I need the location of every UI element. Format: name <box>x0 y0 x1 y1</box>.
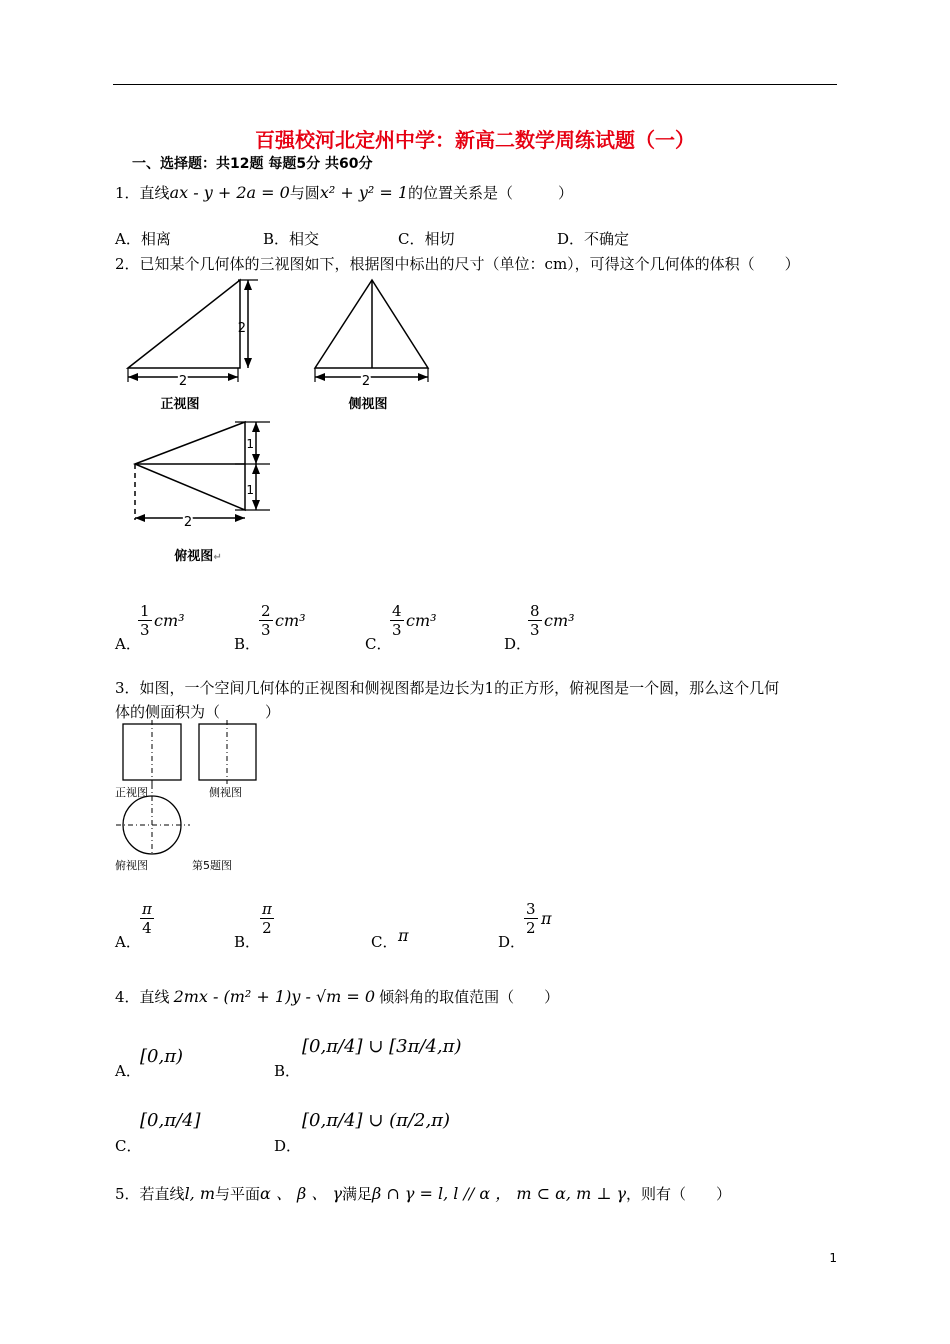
q1-option-b: B．相交 <box>263 230 320 248</box>
front-height-arrow-bottom <box>244 358 252 368</box>
q2-option-a-letter: A． <box>115 635 141 653</box>
q2-option-b-unit: cm³ <box>275 611 306 630</box>
q5-planes: α 、 β 、 γ <box>260 1184 343 1203</box>
q3-option-d-letter: D． <box>498 933 526 951</box>
q2-three-view-figure <box>110 272 450 572</box>
q4-option-a-letter: A． <box>115 1062 141 1080</box>
q4-number: 4． <box>115 988 140 1006</box>
q1-number: 1． <box>115 184 140 202</box>
q3-option-a-fraction: $\frac{\pi}{4}$ <box>142 900 152 937</box>
q2-option-c-unit: cm³ <box>406 611 437 630</box>
q2-option-c-letter: C． <box>365 635 392 653</box>
q3-figure-caption: 第5题图 <box>192 859 232 872</box>
q4-option-d-letter: D． <box>274 1137 302 1155</box>
q3-option-c-value: π <box>398 926 409 945</box>
question-2: 2．已知某个几何体的三视图如下，根据图中标出的尺寸（单位：cm），可得这个几何体的体积（ ） <box>115 255 800 273</box>
q3-option-d-fraction: $\frac{3}{2}$ <box>526 900 536 937</box>
q4-pre: 直线 <box>139 988 170 1006</box>
q3-top-label: 俯视图 <box>115 859 148 872</box>
q1-circle-equation: x² + y² = 1 <box>319 183 409 202</box>
q5-pre: 若直线 <box>139 1185 185 1203</box>
q4-option-b-letter: B． <box>274 1062 301 1080</box>
q2-option-d-letter: D． <box>504 635 532 653</box>
q1-line-equation: ax - y + 2a = 0 <box>169 183 290 202</box>
top-dim-lower-label: 1 <box>246 483 254 497</box>
front-height-arrow-top <box>244 280 252 290</box>
q4-option-a-expr: [0,π) <box>140 1046 184 1067</box>
q3-three-view-figure <box>110 718 270 878</box>
question-4 <box>115 986 559 1007</box>
question-1 <box>115 182 573 203</box>
q5-post: ，则有（ ） <box>626 1185 732 1203</box>
q2-option-a-fraction: $\frac{1}{3}$ <box>140 602 150 639</box>
q2-option-d-fraction: $\frac{8}{3}$ <box>530 602 540 639</box>
front-view-triangle <box>128 280 240 368</box>
q4-option-c-letter: C． <box>115 1137 142 1155</box>
q2-option-b-fraction: $\frac{2}{3}$ <box>261 602 271 639</box>
q2-option-a-unit: cm³ <box>154 611 185 630</box>
q2-option-d-unit: cm³ <box>544 611 575 630</box>
q4-equation: 2mx - (m² + 1)y - √m = 0 <box>173 987 376 1006</box>
q1-mid: 与圆 <box>289 184 320 202</box>
q5-condition: β ∩ γ = l, l // α ， m ⊂ α, m ⊥ γ <box>372 1184 627 1203</box>
question-3-line1: 3．如图，一个空间几何体的正视图和侧视图都是边长为1的正方形，俯视图是一个圆，那么这个几何 <box>115 679 780 697</box>
top-view-triangle <box>135 422 245 510</box>
q3-option-b-letter: B． <box>234 933 261 951</box>
top-view-label: 俯视图↵ <box>174 549 222 564</box>
q1-option-d: D．不确定 <box>557 230 630 248</box>
top-dim-upper-label: 1 <box>246 437 254 451</box>
q3-front-label: 正视图 <box>115 786 148 799</box>
q5-lines: l, m <box>184 1184 216 1203</box>
q5-mid2: 满足 <box>342 1185 373 1203</box>
side-view-label: 侧视图 <box>348 397 388 412</box>
header-rule <box>113 84 837 85</box>
q5-mid1: 与平面 <box>215 1185 261 1203</box>
q3-option-a-letter: A． <box>115 933 141 951</box>
q5-number: 5． <box>115 1185 140 1203</box>
front-height-label: 2 <box>237 321 246 336</box>
front-view-label: 正视图 <box>160 397 200 412</box>
q4-option-c-expr: [0,π/4] <box>140 1110 201 1131</box>
q3-option-c-letter: C． <box>371 933 398 951</box>
page-number: 1 <box>829 1251 837 1265</box>
q2-option-c-fraction: $\frac{4}{3}$ <box>392 602 402 639</box>
q3-option-d-suffix: π <box>541 909 552 928</box>
section-heading: 一、选择题：共12题 每题5分 共60分 <box>132 156 373 172</box>
q1-post: 的位置关系是（ ） <box>408 184 574 202</box>
question-3-line2: 体的侧面积为（ ） <box>115 703 281 721</box>
q4-option-d-expr: [0,π/4] ∪ (π/2,π) <box>302 1110 451 1131</box>
top-width-label: 2 <box>183 515 193 530</box>
q1-option-c: C．相切 <box>398 230 455 248</box>
question-5 <box>115 1181 731 1204</box>
q1-option-a: A．相离 <box>115 230 171 248</box>
front-width-label: 2 <box>178 374 188 389</box>
q2-option-b-letter: B． <box>234 635 261 653</box>
page-title: 百强校河北定州中学：新高二数学周练试题（一） <box>255 128 695 152</box>
q3-option-b-fraction: $\frac{\pi}{2}$ <box>262 900 272 937</box>
q1-pre: 直线 <box>139 184 170 202</box>
q4-option-b-expr: [0,π/4] ∪ [3π/4,π) <box>302 1036 462 1057</box>
side-width-label: 2 <box>361 374 371 389</box>
q3-side-label: 侧视图 <box>209 786 242 799</box>
q4-post: 倾斜角的取值范围（ ） <box>379 988 560 1006</box>
